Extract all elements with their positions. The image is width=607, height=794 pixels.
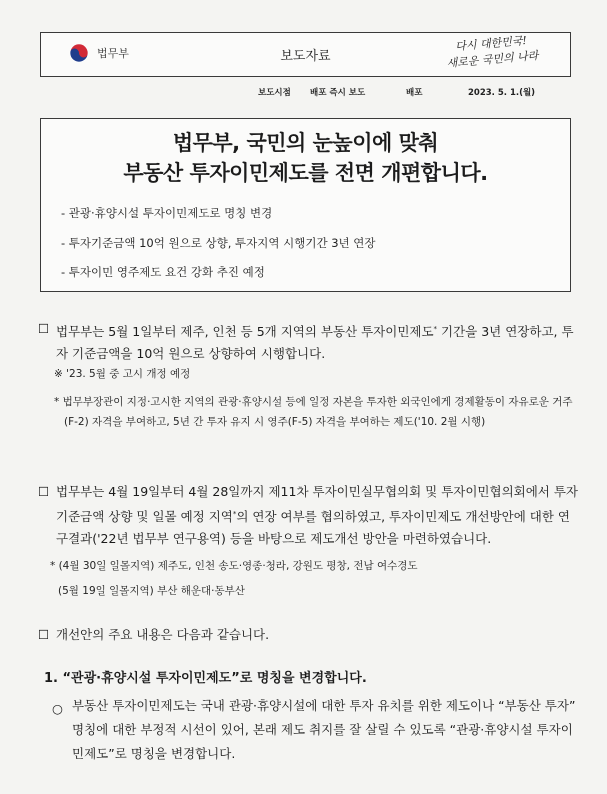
paragraph-1-text-b: 기간을 3년 연장하고, 투자 기준금액을 10억 원으로 상향하여 시행합니다.: [56, 324, 574, 362]
paragraph-1-text: [56, 318, 578, 365]
summary-item: - 투자기준금액 10억 원으로 상향, 투자지역 시행기간 3년 연장: [61, 236, 376, 250]
paragraph-2-text-b: 의 연장 여부를 협의하였고, 투자이민제도 개선방안에 대한 연구결과('22년 법무부 연구용역) 등을 바탕으로 제도개선 방안을 마련하였습니다.: [56, 509, 571, 547]
title-box: [40, 118, 571, 292]
footnote-marker: *: [232, 510, 237, 518]
footnote-definition: * 법무부장관이 지정·고시한 지역의 관광·휴양시설 등에 일정 자본을 투자한 외국인에게 경제활동이 자유로운 거주(F-2) 자격을 부여하고, 5년 간 투자 유지 시 영주(F-5) 자격을 부여하는 제도('10. 2월 시행): [54, 396, 573, 428]
header-box: [40, 32, 571, 77]
section-heading-1: 1. “관광·휴양시설 투자이민제도”로 명칭을 변경합니다.: [44, 671, 367, 686]
release-time-label: 보도시점: [258, 88, 291, 98]
release-date: 2023. 5. 1.(월): [468, 88, 536, 98]
footnote-sunset-areas: * (4월 30일 일몰지역) 제주도, 인천 송도·영종·청라, 강원도 평창, 전남 여수경도: [50, 560, 418, 572]
summary-item: - 관광·휴양시설 투자이민제도로 명칭 변경: [61, 206, 273, 220]
slogan-line-2: 새로운 국민의 나라: [446, 48, 539, 70]
section-1-paragraph: 부동산 투자이민제도는 국내 관광·휴양시설에 대한 투자 유치를 위한 제도이나 “부동산 투자” 명칭에 대한 부정적 시선이 있어, 본래 제도 취지를 잘 살릴 수 있도록 “관광·휴양시설 투자이민제도”로 명칭을 변경합니다.: [72, 698, 576, 761]
paragraph-3-text: 개선안의 주요 내용은 다음과 같습니다.: [56, 627, 270, 642]
slogan-signature: [431, 31, 554, 77]
circle-bullet-icon: ○: [52, 701, 63, 716]
paragraph-2-text: [56, 481, 578, 550]
document-type: 보도자료: [280, 49, 331, 64]
title-line-2: 부동산 투자이민제도를 전면 개편합니다.: [123, 161, 488, 185]
release-info: [258, 86, 570, 98]
checkbox-bullet-icon: ☐: [38, 321, 50, 336]
paragraph-2-text-a: 법무부는 4월 19일부터 4월 28일까지 제11차 투자이민실무협의회 및 투자이민협의회에서 투자 기준금액 상향 및 일몰 예정 지역: [56, 484, 579, 525]
slogan-line-1: 다시 대한민국!: [454, 33, 528, 54]
checkbox-bullet-icon: ☐: [38, 627, 50, 642]
distribution-label: 배포: [406, 88, 423, 98]
footnote-sunset-areas-2: (5월 19일 일몰지역) 부산 해운대·동부산: [58, 585, 245, 597]
paragraph-1: [38, 318, 578, 365]
title-line-1: 법무부, 국민의 눈높이에 맞춰: [172, 131, 439, 155]
footnote-marker: *: [433, 325, 438, 333]
paragraph-2: [38, 481, 578, 550]
release-time-value: 배포 즉시 보도: [310, 88, 366, 98]
note-notice: ※ '23. 5월 중 고시 개정 예정: [54, 368, 191, 380]
ministry-name: 법무부: [97, 47, 129, 60]
checkbox-bullet-icon: ☐: [38, 484, 50, 499]
summary-item: - 투자이민 영주제도 요건 강화 추진 예정: [61, 265, 265, 279]
paragraph-3: [38, 624, 578, 646]
paragraph-1-text-a: 법무부는 5월 1일부터 제주, 인천 등 5개 지역의 부동산 투자이민제도: [56, 324, 434, 340]
